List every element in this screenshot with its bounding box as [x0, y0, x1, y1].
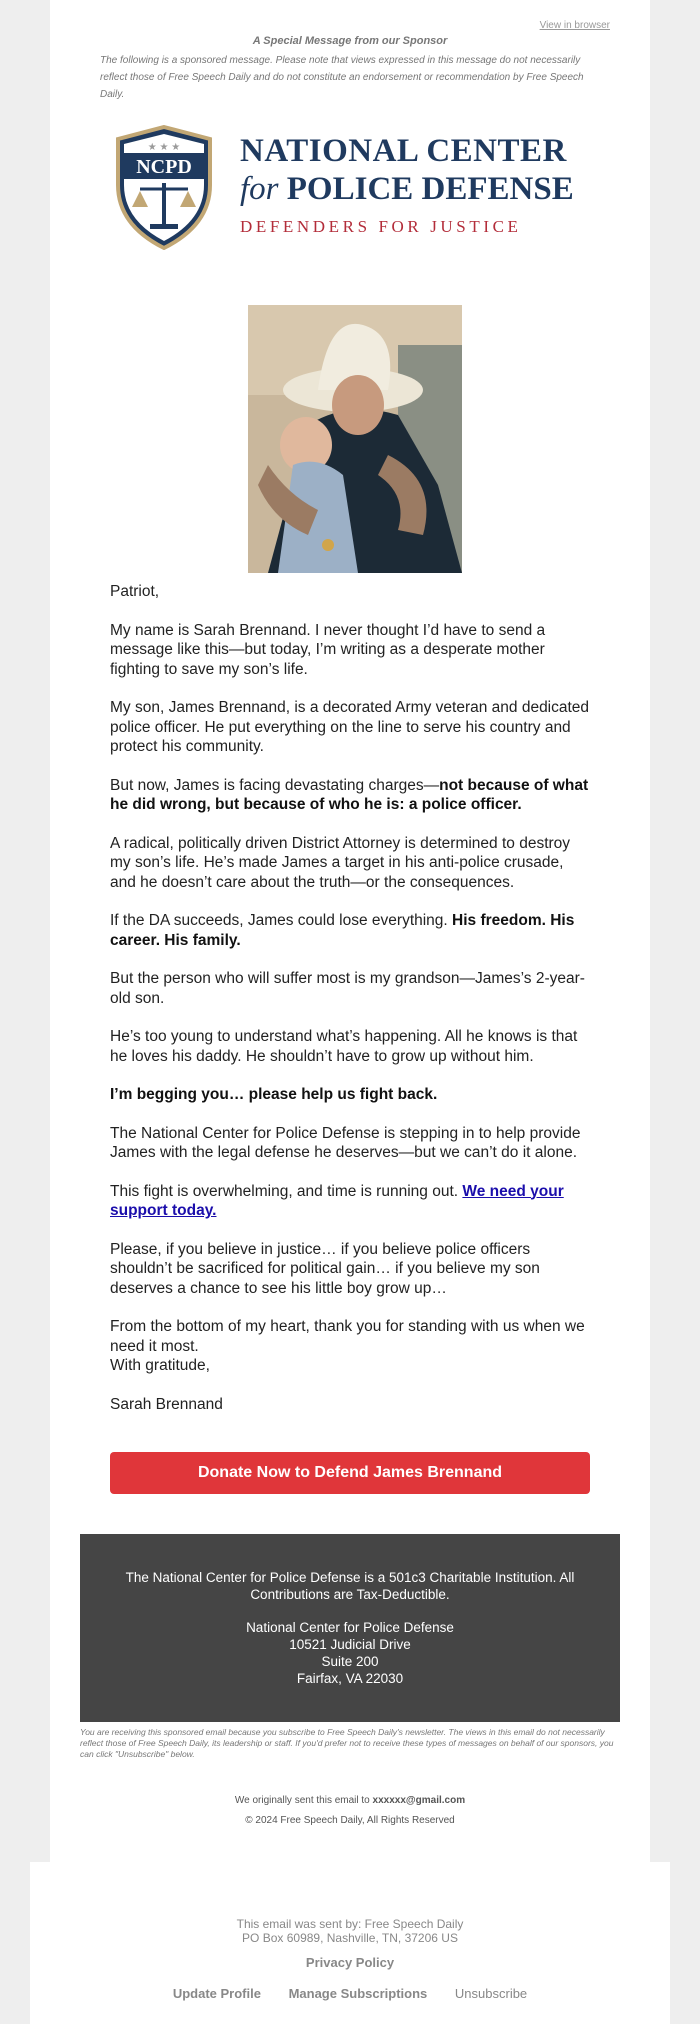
donate-button[interactable]: Donate Now to Defend James Brennand [110, 1452, 590, 1494]
update-profile-link[interactable]: Update Profile [172, 1986, 261, 2001]
logo-police-defense-word: POLICE DEFENSE [286, 171, 574, 207]
badge-text: NCPD [136, 156, 192, 178]
logo-line-police-defense [240, 171, 574, 208]
copyright: © 2024 Free Speech Daily, All Rights Reserved [245, 1815, 455, 1826]
sent-by: This email was sent by: Free Speech Daily PO Box 60989, Nashville, TN, 37206 US [30, 1917, 670, 1945]
logo-tagline: DEFENDERS FOR JUSTICE [240, 217, 522, 236]
paragraph-da: A radical, politically driven District Attorney is determined to destroy my son’s life. He’s made James a target in his anti-police crusade, and he doesn’t care about the truth—or the consequences. [110, 834, 571, 891]
view-in-browser-link[interactable]: View in browser [539, 20, 610, 31]
sponsor-note: The following is a sponsored message. Please note that views expressed in this message do not necessarily reflect those of Free Speech Daily and do not constitute an endorsement or recommendation by Free Speech Daily. [100, 55, 584, 100]
recipient-email: xxxxxx@gmail.com [372, 1795, 466, 1806]
freedom-bold: His freedom. His career. His family. [110, 912, 575, 949]
org-city: Fairfax, VA 22030 [296, 1671, 404, 1686]
hero-photo [248, 305, 462, 573]
privacy-policy-link[interactable]: Privacy Policy [305, 1955, 395, 1970]
svg-text:★ ★ ★: ★ ★ ★ [147, 142, 181, 153]
sponsor-title: A Special Message from our Sponsor [252, 35, 448, 47]
greeting: Patriot, [110, 583, 160, 600]
paragraph-charges: But now, James is facing devastating charges—not because of what he did wrong, but because of who he is: a police officer. [110, 776, 589, 813]
paragraph-son: My son, James Brennand, is a decorated Army veteran and dedicated police officer. He put everything on the line to serve his country and protect his community. [110, 699, 590, 755]
org-street: 10521 Judicial Drive [289, 1637, 411, 1652]
paragraph-begging: I’m begging you… please help us fight back. [110, 1086, 438, 1103]
paragraph-thanks: From the bottom of my heart, thank you for standing with us when we need it most. [110, 1318, 585, 1355]
paragraph-daddy: He’s too young to understand what’s happening. All he knows is that he loves his daddy. He shouldn’t have to grow up without him. [110, 1028, 578, 1065]
paragraph-ncpd: The National Center for Police Defense is stepping in to help provide James with the legal defense he deserves—but we can’t do it alone. [110, 1124, 581, 1161]
paragraph-support: This fight is overwhelming, and time is running out. We need your support today. [110, 1182, 564, 1219]
closing: With gratitude, [110, 1357, 210, 1374]
logo-for-word: for [240, 171, 279, 207]
signature: Sarah Brennand [110, 1395, 223, 1413]
logo-line-national-center: NATIONAL CENTER [240, 133, 567, 169]
ncpd-logo[interactable] [110, 125, 590, 255]
message-body [110, 582, 590, 1433]
org-info-box [80, 1534, 620, 1722]
org-name: National Center for Police Defense [246, 1620, 454, 1635]
sent-to-line: We originally sent this email to xxxxxx@gmail.com [234, 1795, 466, 1806]
paragraph-grandson: But the person who will suffer most is my grandson—James’s 2-year-old son. [110, 970, 585, 1007]
support-today-link[interactable]: We need your support today. [110, 1182, 564, 1219]
sender-address: PO Box 60989, Nashville, TN, 37206 US [242, 1931, 458, 1945]
shield-badge-icon [110, 125, 218, 250]
unsubscribe-link[interactable]: Unsubscribe [454, 1986, 528, 2001]
sponsor-disclaimer: You are receiving this sponsored email because you subscribe to Free Speech Daily's newsletter. The views in this email do not necessarily reflect those of Free Speech Daily, its leadership or staff. If you'd prefer not to receive these types of messages on behalf of our sponsors, you can click "Unsubscribe" below. [80, 1727, 614, 1759]
org-address [80, 1619, 620, 1687]
paragraph-intro: My name is Sarah Brennand. I never thought I’d have to send a message like this—but today, I’m writing as a desperate mother fighting to save my son’s life. [110, 621, 546, 678]
org-suite: Suite 200 [321, 1654, 379, 1669]
paragraph-lose-everything: If the DA succeeds, James could lose everything. His freedom. His career. His family. [110, 912, 575, 949]
paragraph-believe: Please, if you believe in justice… if you believe police officers shouldn’t be sacrificed for political gain… if you believe my son deserves a chance to see his little boy grow up… [110, 1240, 540, 1297]
email-footer [30, 1862, 670, 2024]
email-container [50, 0, 650, 1862]
charges-bold: not because of what he did wrong, but because of who he is: a police officer. [110, 776, 589, 813]
footer-links [30, 1986, 670, 2001]
manage-subscriptions-link[interactable]: Manage Subscriptions [288, 1986, 428, 2001]
charity-statement: The National Center for Police Defense is a 501c3 Charitable Institution. All Contributions are Tax-Deductible. [125, 1570, 575, 1602]
